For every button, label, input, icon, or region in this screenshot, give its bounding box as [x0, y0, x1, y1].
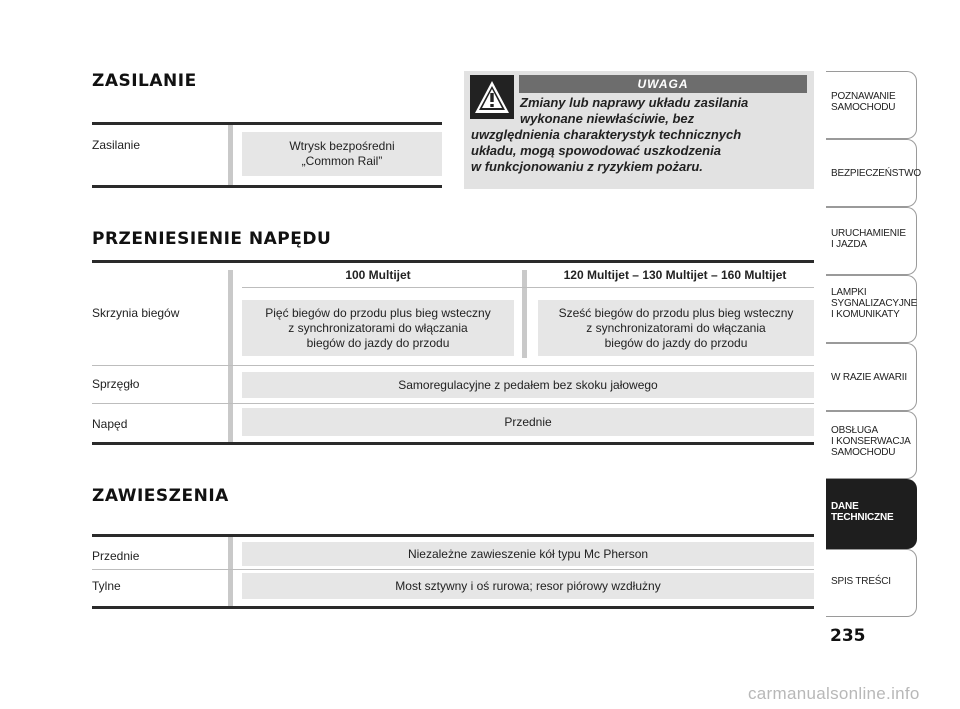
table-bottom-rule	[92, 185, 442, 188]
row-label-naped: Napęd	[92, 417, 128, 431]
sidebar-tab-label: DANE TECHNICZNE	[831, 501, 894, 523]
sidebar-tab-label: OBSŁUGA I KONSERWACJA SAMOCHODU	[831, 425, 911, 458]
sidebar-tab-label: URUCHAMIENIE I JAZDA	[831, 228, 906, 250]
sidebar-tab-obsluga[interactable]	[826, 411, 917, 479]
warning-triangle-icon	[470, 75, 514, 119]
sidebar-tab-label: W RAZIE AWARII	[831, 372, 907, 383]
row-rule	[92, 403, 814, 404]
warning-line-4: układu, mogą spowodować uszkodzenia	[471, 143, 721, 158]
sidebar-tab-bezpieczenstwo[interactable]	[826, 139, 921, 207]
row-rule	[92, 365, 814, 366]
cell-skrzynia-100: Pięć biegów do przodu plus bieg wsteczny z synchronizatorami do włączania biegów do jazdy do przodu	[242, 300, 514, 356]
column-divider	[228, 125, 233, 185]
page-number: 235	[830, 626, 866, 646]
sidebar-tab-label: LAMPKI SYGNALIZACYJNE I KOMUNIKATY	[831, 287, 918, 320]
row-label-skrzynia: Skrzynia biegów	[92, 306, 180, 320]
row-label-przednie: Przednie	[92, 549, 140, 563]
warning-title: UWAGA	[519, 75, 807, 93]
sidebar-tab-spis-tresci[interactable]	[826, 549, 917, 617]
table-top-rule	[92, 534, 814, 537]
column-divider	[228, 270, 233, 442]
header-rule	[242, 287, 814, 288]
sidebar-tab-poznawanie[interactable]	[826, 71, 917, 139]
table-top-rule	[92, 260, 814, 263]
cell-przednie-value: Niezależne zawieszenie kół typu Mc Pherson	[242, 542, 814, 566]
section-heading-przeniesienie: PRZENIESIENIE NAPĘDU	[92, 229, 332, 249]
sidebar-tab-dane-techniczne[interactable]	[826, 479, 917, 549]
row-label-sprzeglo: Sprzęgło	[92, 377, 140, 391]
section-heading-zasilanie: ZASILANIE	[92, 71, 197, 91]
sidebar-tab-lampki[interactable]	[826, 275, 917, 343]
table-bottom-rule	[92, 606, 814, 609]
table-bottom-rule	[92, 442, 814, 445]
column-divider-2	[522, 270, 527, 358]
sidebar-tab-uruchamienie[interactable]	[826, 207, 917, 275]
warning-line-5: w funkcjonowaniu z ryzykiem pożaru.	[471, 159, 703, 174]
watermark: carmanualsonline.info	[748, 684, 920, 703]
sidebar-tab-label: SPIS TREŚCI	[831, 576, 891, 587]
cell-tylne-value: Most sztywny i oś rurowa; resor piórowy wzdłużny	[242, 573, 814, 599]
row-rule	[92, 569, 814, 570]
section-heading-zawieszenia: ZAWIESZENIA	[92, 486, 229, 506]
table-top-rule	[92, 122, 442, 125]
sidebar-tab-label: POZNAWANIE SAMOCHODU	[831, 91, 896, 113]
cell-sprzeglo-value: Samoregulacyjne z pedałem bez skoku jałowego	[242, 372, 814, 398]
cell-skrzynia-120-160: Sześć biegów do przodu plus bieg wsteczny z synchronizatorami do włączania biegów do jazdy do przodu	[538, 300, 814, 356]
column-header-120-160-multijet: 120 Multijet – 130 Multijet – 160 Multijet	[563, 268, 787, 282]
sidebar-tab-label: BEZPIECZEŃSTWO	[831, 168, 921, 179]
warning-line-3: uwzględnienia charakterystyk technicznych	[471, 127, 742, 142]
sidebar-tab-awarii[interactable]	[826, 343, 917, 411]
row-label-zasilanie: Zasilanie	[92, 138, 141, 152]
warning-line-1: Zmiany lub naprawy układu zasilania	[520, 95, 749, 110]
row-label-tylne: Tylne	[92, 579, 121, 593]
cell-zasilanie-value: Wtrysk bezpośredni „Common Rail”	[242, 132, 442, 176]
column-header-100-multijet: 100 Multijet	[345, 268, 411, 282]
column-divider	[228, 537, 233, 606]
warning-line-2: wykonane niewłaściwie, bez	[520, 111, 695, 126]
cell-naped-value: Przednie	[242, 408, 814, 436]
